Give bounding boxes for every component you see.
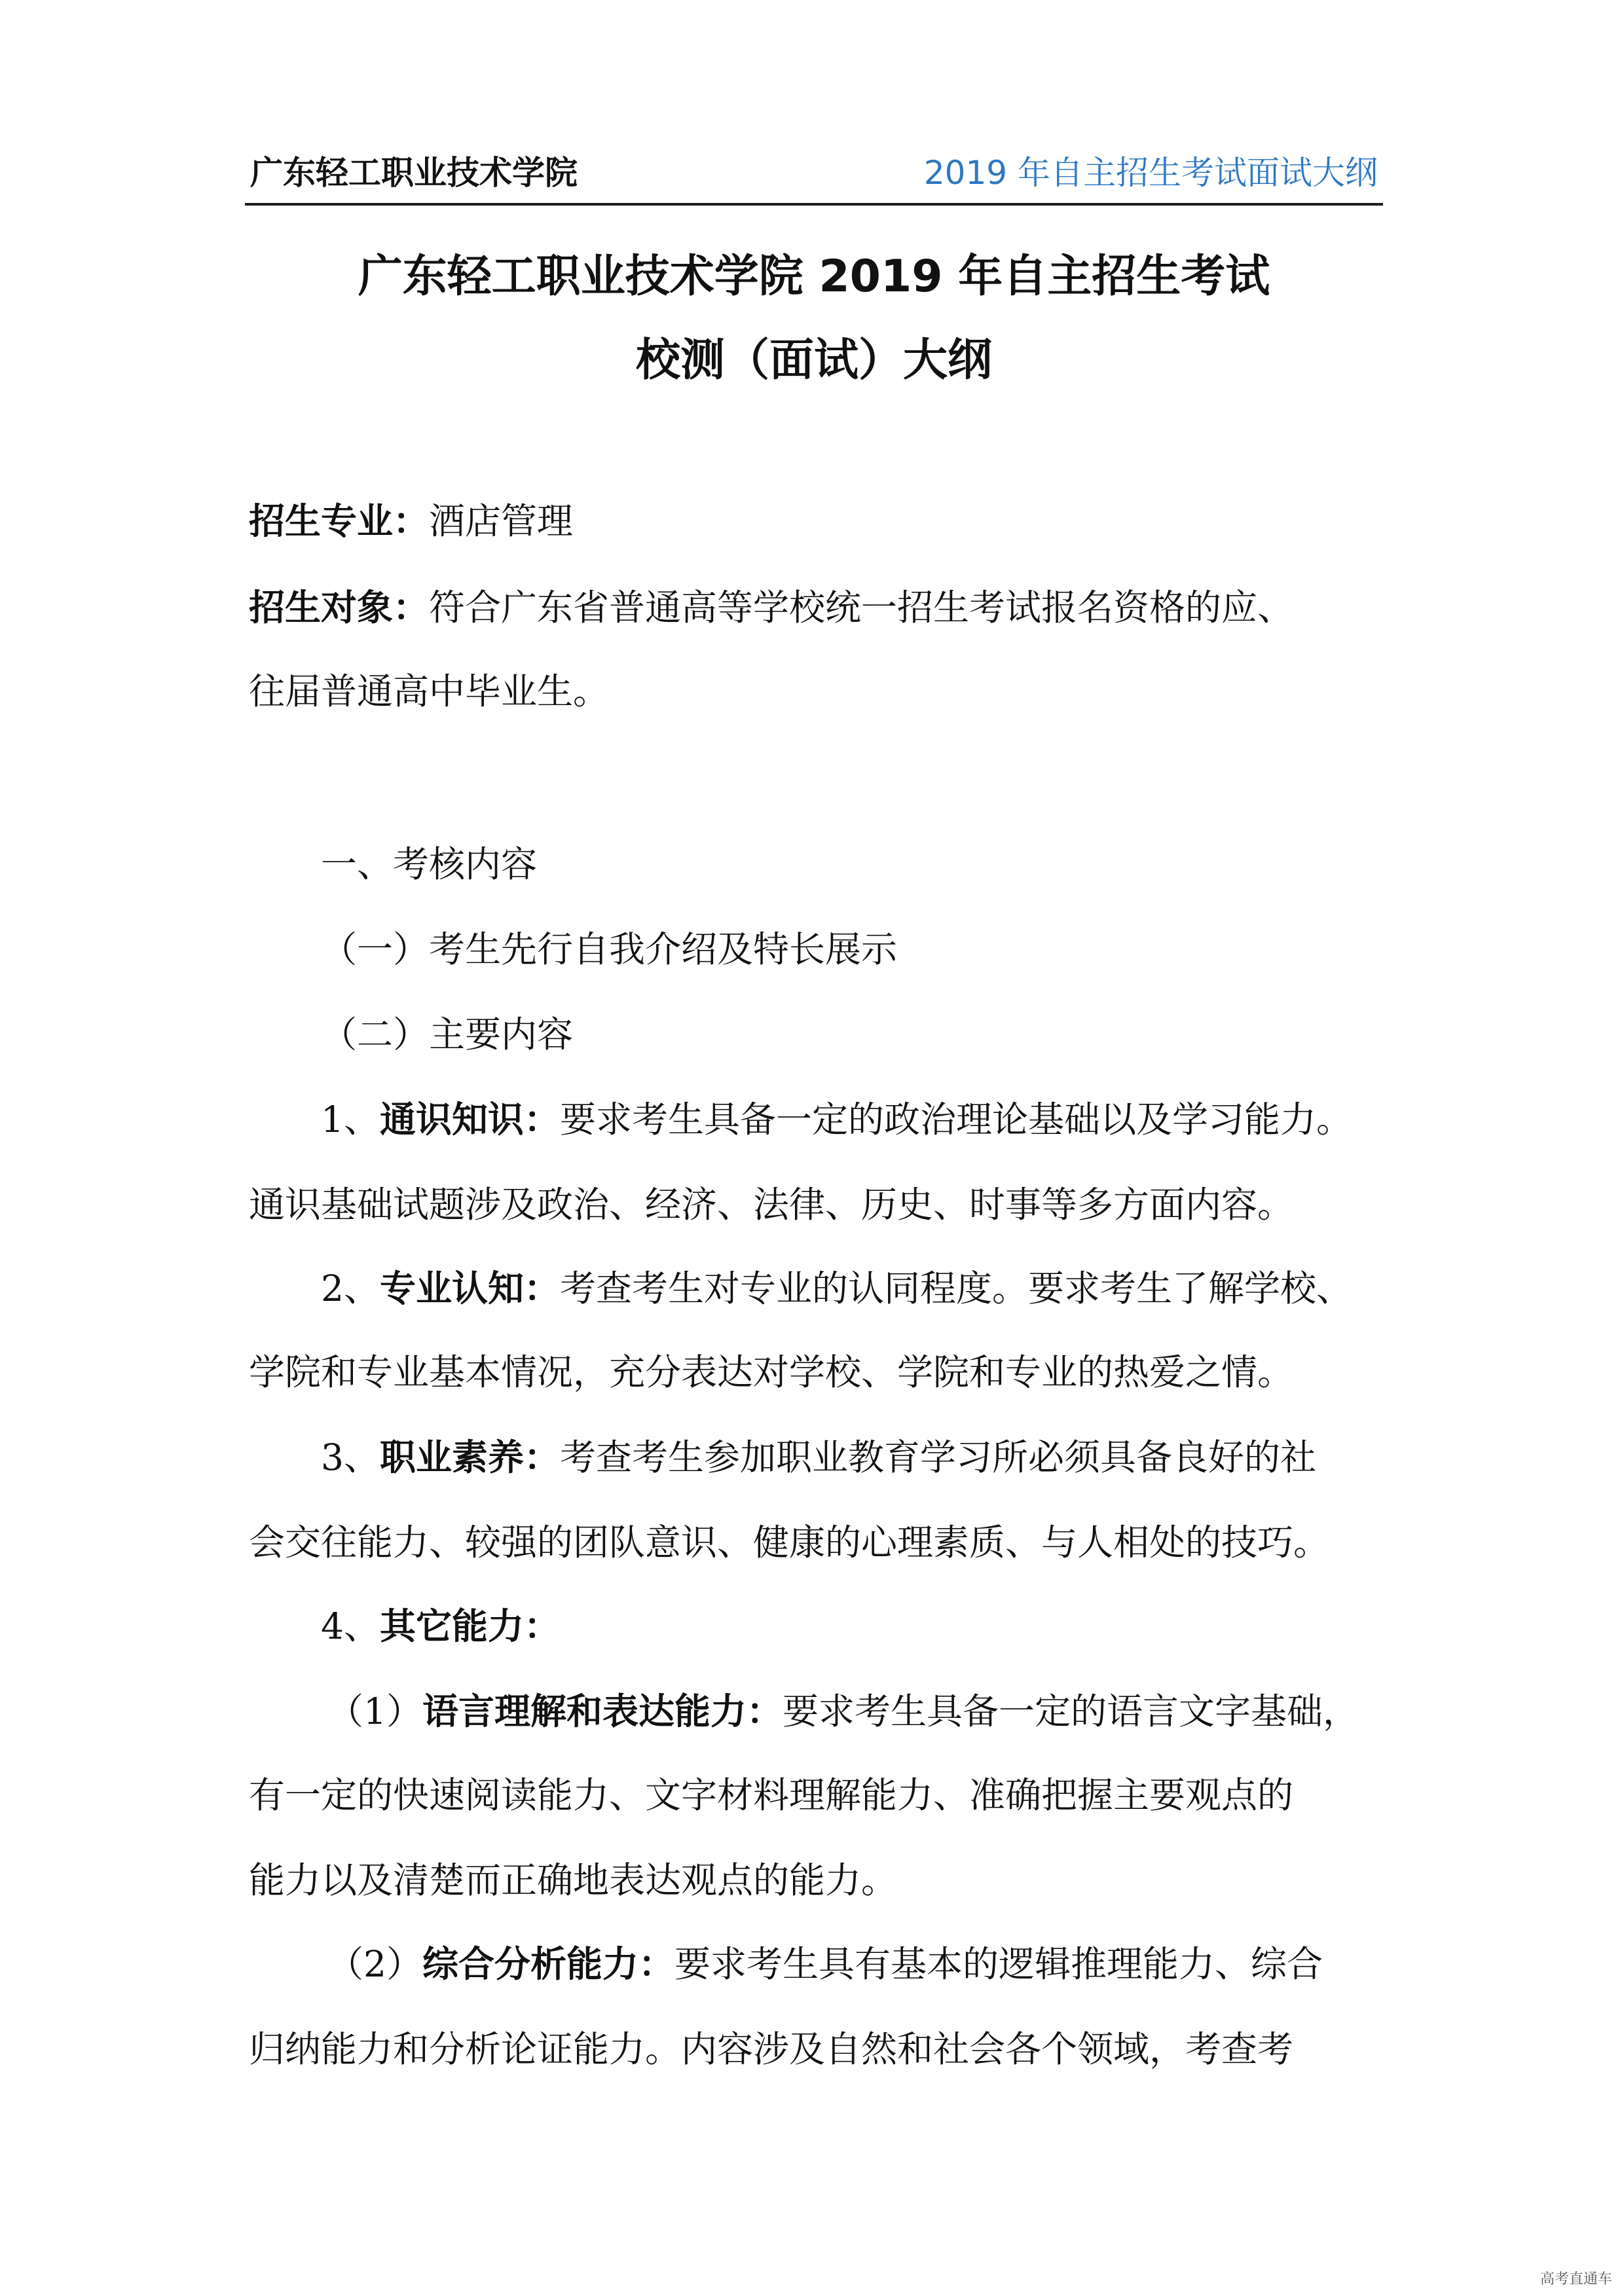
- item-1-line-2: 通识基础试题涉及政治、经济、法律、历史、时事等多方面内容。: [249, 1184, 1294, 1226]
- header-doc-title: 2019 年自主招生考试面试大纲: [923, 154, 1378, 192]
- item-2-line-2: 学院和专业基本情况，充分表达对学校、学院和专业的热爱之情。: [249, 1351, 1294, 1393]
- target-line-1: [249, 588, 1387, 627]
- subitem-2-text-1: 要求考生具有基本的逻辑推理能力、综合: [674, 1943, 1323, 1985]
- subitem-1-line-2: 有一定的快速阅读能力、文字材料理解能力、准确把握主要观点的: [249, 1774, 1294, 1816]
- subitem-1-label: 语言理解和表达能力：: [422, 1690, 783, 1732]
- subitem-1-text-1: 要求考生具备一定的语言文字基础，: [783, 1690, 1359, 1732]
- major-label: 招生专业：: [249, 500, 430, 542]
- item-3-line-2: 会交往能力、较强的团队意识、健康的心理素质、与人相处的技巧。: [249, 1522, 1330, 1563]
- item-2-label: 专业认知：: [380, 1267, 561, 1309]
- item-1-label: 通识知识：: [380, 1099, 561, 1140]
- subitem-2-label: 综合分析能力：: [422, 1943, 675, 1985]
- item-2-text-1: 考查考生对专业的认同程度。要求考生了解学校、: [560, 1267, 1353, 1309]
- subsection-1: （一）考生先行自我介绍及特长展示: [321, 928, 898, 970]
- item-4-number: 4、: [321, 1605, 380, 1647]
- document-title-line1: 广东轻工职业技术学院 2019 年自主招生考试: [358, 251, 1270, 302]
- page-header: [245, 137, 1383, 206]
- document-title-line2: 校测（面试）大纲: [635, 335, 992, 386]
- subitem-2-line-1: [327, 1944, 1387, 1984]
- item-1-text-1: 要求考生具备一定的政治理论基础以及学习能力。: [560, 1099, 1353, 1140]
- header-school-name: 广东轻工职业技术学院: [250, 154, 578, 192]
- major-value: 酒店管理: [429, 500, 574, 542]
- item-3-text-1: 考查考生参加职业教育学习所必须具备良好的社: [560, 1436, 1317, 1478]
- item-2-line-1: [321, 1269, 1387, 1308]
- item-3-number: 3、: [321, 1436, 380, 1478]
- major-line: [249, 501, 1387, 541]
- item-3-label: 职业素养：: [380, 1436, 561, 1478]
- subsection-2: （二）主要内容: [321, 1013, 574, 1055]
- target-value-1: 符合广东省普通高等学校统一招生考试报名资格的应、: [429, 587, 1294, 629]
- subitem-2-line-2: 归纳能力和分析论证能力。内容涉及自然和社会各个领域，考查考: [249, 2028, 1294, 2070]
- item-3-line-1: [321, 1438, 1387, 1477]
- subitem-1-number: （1）: [327, 1690, 422, 1732]
- item-4-line: [321, 1607, 1387, 1646]
- item-1-number: 1、: [321, 1099, 380, 1140]
- target-label: 招生对象：: [249, 587, 430, 629]
- section-heading: 一、考核内容: [321, 843, 538, 885]
- target-line-2: 往届普通高中毕业生。: [249, 670, 610, 712]
- item-4-label: 其它能力：: [380, 1605, 561, 1647]
- watermark-text: 高考直通车: [1540, 2271, 1612, 2287]
- subitem-2-number: （2）: [327, 1943, 422, 1985]
- item-2-number: 2、: [321, 1267, 380, 1309]
- subitem-1-line-1: [327, 1692, 1387, 1731]
- item-1-line-1: [321, 1100, 1387, 1139]
- subitem-1-line-3: 能力以及清楚而正确地表达观点的能力。: [249, 1859, 898, 1901]
